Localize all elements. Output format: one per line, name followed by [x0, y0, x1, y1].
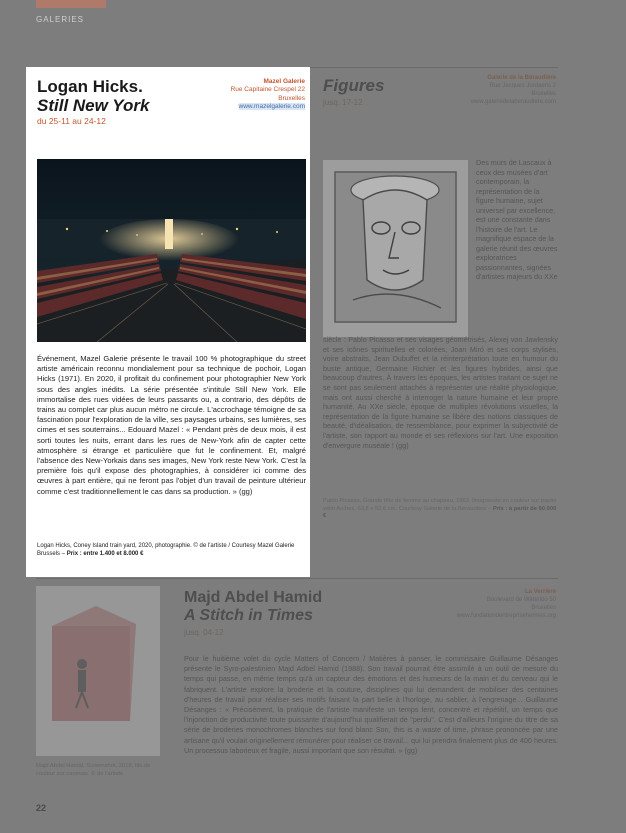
figures-title: Figures	[323, 76, 385, 95]
figures-artwork-image	[323, 160, 468, 337]
figures-dates: jusq. 17-12	[323, 98, 363, 107]
figures-gallery-street: Rue Jacques Jordaens 2	[489, 83, 556, 89]
highlight-artist-name: Logan Hicks.	[37, 77, 143, 96]
highlight-article-card	[26, 67, 310, 577]
highlight-caption-price: Prix : entre 1.400 et 8.000 €	[66, 551, 144, 557]
majd-body: Pour le huitième volet du cycle Matters of Concern / Matières à panser, le commissaire Guillaume Désanges présente le Syro-palestinien Majd Adbel Hamid (1988). Son travail pourrait être assimilé à un outil de mesure du temps qui passe, en même temps qu'à un capteur des émotions et des humeurs de la main et du cerveau qui le fabriquent. L'artiste explore la broderie et la couture, disciplines qui lui demandent de mobiliser des centaines d'heures de travail pour réaliser ses motifs faisant la part belle à l'horloge, au sablier, à l'engrenage... Guillaume Désanges : « Précisément, la pratique de l'artiste manifeste un temps lent, concentré et répétitif, un temps que l'injonction de productivité toute puissante d'aujourd'hui qualifierait de "perdu". C'est d'ailleurs l'origine du titre de sa série de broderies monochromes blanches sur fond blanc Son, this is a waste of time, phrase prononcée par une artisane qu'il voulait originellement rémunérer pour réaliser ce travail... qui lui prendra finalement plus de 400 heures. Un processus laborieux et fragile, aussi important que son résultat. » (gg)	[184, 654, 558, 755]
highlight-gallery-url[interactable]: www.mazelgalerie.com	[238, 103, 305, 111]
majd-caption: Majd Abdel Hamid, Screenshot, 2018, fils de couleur sur canevas. © de l'artiste	[36, 763, 151, 777]
highlight-gallery-city: Bruxelles	[278, 94, 305, 102]
figures-caption-text: Pablo Picasso, Grande tête de femme au chapeau, 1962, linogravure en couleur sur papier vélin Arches, 63,8 x 52,6 cm. Courtesy Galerie de la Béraudière –	[323, 498, 557, 512]
majd-gallery-name: La Verrière	[524, 589, 556, 595]
majd-gallery-street: Boulevard de Waterloo 50	[486, 597, 556, 603]
highlight-gallery-street: Rue Capitaine Crespel 22	[230, 86, 305, 94]
figures-body: siècle : Pablo Picasso et ses visages géométrisés, Alexej von Jawlensky et ses icônes spirituelles et colorées, Joan Miró et ses corps stylisés, voire abstraits, Jean Dubuffet et la réinterprétation toute en humour du buste antique, Germaine Richier et les figures hybrides, ainsi que beaucoup d'autres. À travers les époques, les artistes traitant ce sujet ne se sont pas seulement attachés à représenter une réalité physiologique, mais ont aussi cherché à interroger la nature humaine et leur propre humanité. Au XXe siècle, époque de multiples révolutions visuelles, la représentation de la figure humaine se libère des notions classiques de beauté, d'idéalisation, de ressemblance, pour exprimer la subjectivité de l'artiste, son rapport au monde et ses réflexions sur l'art. Une exposition d'envergure muséale ! (gg)	[323, 335, 558, 450]
highlight-dates: du 25-11 au 24-12	[37, 116, 106, 126]
figures-caption-price: Prix : à partir de 60.000 €	[323, 505, 557, 520]
majd-dates: jusq. 04-12	[184, 628, 224, 637]
figures-gallery-info	[416, 74, 556, 106]
embroidery-artwork-illustration	[36, 586, 160, 756]
picasso-linocut-illustration	[323, 160, 468, 337]
figures-gallery-city: Bruxelles	[531, 91, 556, 97]
page-number: 22	[36, 803, 47, 813]
figures-caption	[323, 498, 558, 521]
figures-gallery-name: Galerie de la Béraudière	[487, 75, 556, 81]
majd-artwork-image	[36, 586, 160, 756]
figures-gallery-url[interactable]: www.galeriedelaberaudiere.com	[470, 99, 556, 105]
section-label: GALERIES	[36, 15, 85, 24]
train-yard-photo	[37, 159, 306, 342]
highlight-gallery-name: Mazel Galerie	[263, 78, 305, 85]
figures-body-column: Des murs de Lascaux à ceux des musées d'art contemporain, la représentation de la figure humaine, sujet universel par excellence, est une constante dans l'histoire de l'art. Le magnifique espace de la galerie réunit des œuvres exploratrices passionnantes, signées d'artistes majeurs du XXe	[476, 158, 558, 281]
majd-gallery-info	[406, 588, 556, 620]
highlight-caption	[37, 542, 306, 558]
majd-gallery-city: Bruxelles	[531, 605, 556, 611]
highlight-caption-text: Logan Hicks, Coney Island train yard, 2020, photographie. © de l'artiste / Courtesy Mazel Galerie Brussels –	[37, 543, 295, 557]
divider-middle	[36, 578, 558, 579]
night-train-yard-illustration	[37, 159, 306, 342]
highlight-gallery-info	[195, 78, 305, 112]
majd-artist-name: Majd Abdel Hamid	[184, 589, 323, 606]
highlight-exhibition-title: Still New York	[37, 96, 150, 115]
majd-exhibition-title: A Stitch in Times	[184, 607, 313, 624]
majd-gallery-url[interactable]: www.fondationdentreprisehermes.org	[456, 613, 556, 619]
highlight-body: Événement, Mazel Galerie présente le travail 100 % photographique du street artiste américain reconnu mondialement pour sa technique de pochoir, Logan Hicks (1971). En 2020, il profitait du confinement pour photographier New York sous des angles inédits. La série présentée s'intitule Still New York. Elle immortalise des rues vidées de leurs passants ou, a contrario, des dépôts de trains au complet car plus aucun métro ne circule. L'accrochage témoigne de sa fascination pour l'exploration de la ville, ses paysages urbains, ses lumières, ses cimes et ses souterrains... Edouard Mazel : « Pendant près de deux mois, il est sorti toutes les nuits, errant dans les rues de New-York afin de capter cette atmosphère si étrange et particulière que fut le confinement. Et, malgré l'absence des New-Yorkais dans ses images, New York reste New York. C'est la première fois qu'il expose des photographies, à considérer ici comme des œuvres à part entière, qui ne feront pas l'objet d'un travail de peinture ultérieur comme c'est traditionnellement le cas dans sa production. » (gg)	[37, 354, 306, 496]
page-header-bar	[36, 0, 106, 8]
